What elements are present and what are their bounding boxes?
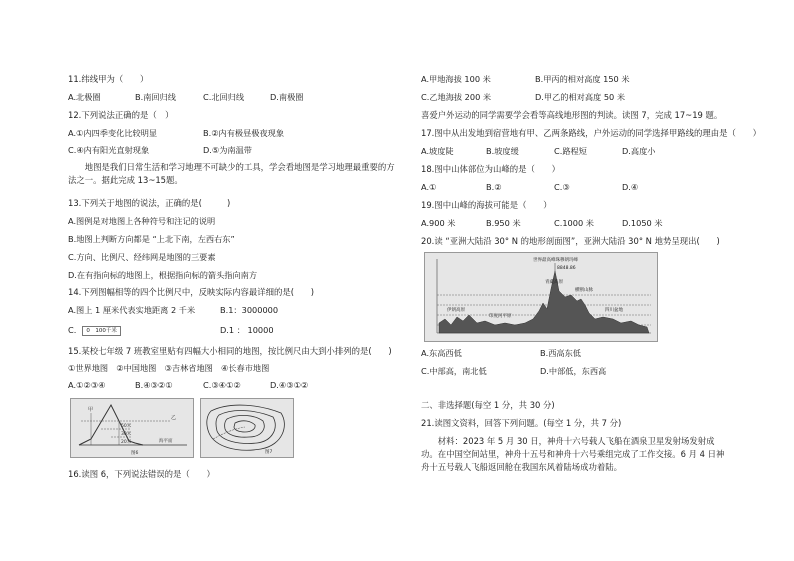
intro-17-19: 喜爱户外运动的同学需要学会看等高线地形图的判读。读图 7，完成 17~19 题。 bbox=[421, 110, 723, 120]
q18-stem: 18.图中山体部位为山峰的是（ ） bbox=[421, 164, 560, 174]
q17-option-c: C.路程短 bbox=[554, 146, 587, 156]
q18-option-a: A.① bbox=[421, 182, 437, 192]
q15-option-c: C.③④①② bbox=[203, 380, 241, 390]
fig7-caption: 图7 bbox=[265, 450, 273, 455]
q13-stem: 13.下列关于地图的说法，正确的是( ) bbox=[68, 198, 231, 208]
q16-option-a: A.甲地海拔 100 米 bbox=[421, 74, 491, 84]
q12-option-a: A.①内四季变化比较明显 bbox=[68, 128, 158, 138]
q12-option-d: D.⑤为南温带 bbox=[203, 145, 252, 155]
q13-option-d: D.在有指向标的地图上，根据指向标的箭头指向南方 bbox=[68, 270, 258, 280]
q16-stem: 16.读图 6，下列说法错误的是（ ） bbox=[68, 469, 215, 479]
q17-option-a: A.坡度陡 bbox=[421, 146, 454, 156]
profile-label-iran-plateau: 伊朗高原 bbox=[447, 308, 465, 313]
q20-option-a: A.东高西低 bbox=[421, 348, 462, 358]
figure-6-drawing bbox=[71, 399, 193, 457]
q13-option-c: C.方向、比例尺、经纬网是地图的三要素 bbox=[68, 252, 216, 262]
q15-option-a: A.①②③④ bbox=[68, 380, 106, 390]
q17-option-d: D.高度小 bbox=[622, 146, 656, 156]
q14-option-d: D.1 ： 10000 bbox=[220, 325, 274, 335]
q11-option-a: A.北极圈 bbox=[68, 92, 101, 102]
q19-option-b: B.950 米 bbox=[486, 218, 521, 228]
q15-option-d: D.④③①② bbox=[270, 380, 309, 390]
q17-option-b: B.坡度缓 bbox=[486, 146, 519, 156]
figure-7-drawing bbox=[201, 399, 293, 457]
fig6-label-30m: 30米 bbox=[121, 432, 132, 437]
fig6-label-50m: 50米 bbox=[121, 424, 132, 429]
q13-option-b: B.地图上判断方向都是 “上北下南，左西右东” bbox=[68, 234, 235, 244]
q19-option-c: C.1000 米 bbox=[554, 218, 594, 228]
q17-stem: 17.图中从出发地到宿营地有甲、乙两条路线，户外运动的同学选择甲路线的理由是（ ） bbox=[421, 128, 761, 138]
figure-7-contour-map bbox=[200, 398, 294, 458]
profile-label-everest: 世界最高峰珠穆朗玛峰 bbox=[533, 258, 578, 263]
q14-option-b: B.1：3000000 bbox=[220, 305, 279, 315]
q16-option-b: B.甲丙的相对高度 150 米 bbox=[535, 74, 630, 84]
q18-option-b: B.② bbox=[486, 182, 502, 192]
q14-stem: 14.下列图幅相等的四个比例尺中，反映实际内容最详细的是( ) bbox=[68, 287, 314, 297]
section-2-heading: 二、非选择题(每空 1 分，共 30 分) bbox=[421, 400, 555, 410]
profile-label-8848: 8848.86 bbox=[557, 266, 576, 271]
q20-option-d: D.中部低，东西高 bbox=[540, 366, 607, 376]
q12-option-c: C.④内有阳光直射现象 bbox=[68, 145, 150, 155]
fig6-label-20m: 20米 bbox=[121, 440, 132, 445]
q11-option-b: B.南回归线 bbox=[135, 92, 176, 102]
profile-drawing bbox=[425, 253, 657, 341]
profile-label-hengduan: 横断山脉 bbox=[575, 288, 593, 293]
intro-13-15: 地图是我们日常生活和学习地理不可缺少的工具，学会看地图是学习地理最重要的方法之一。据此完成 13~15题。 bbox=[68, 162, 395, 185]
q14-option-a: A.图上 1 厘米代表实地距离 2 千米 bbox=[68, 305, 196, 315]
q14-option-c bbox=[68, 325, 121, 336]
figure-6-contour-profile bbox=[70, 398, 194, 458]
q16-option-c: C.乙地海拔 200 米 bbox=[421, 92, 492, 102]
q18-option-c: C.③ bbox=[554, 182, 570, 192]
q19-option-d: D.1050 米 bbox=[622, 218, 663, 228]
q21-stem: 21.读图文资料，回答下列问题。(每空 1 分，共 7 分) bbox=[421, 418, 622, 428]
profile-label-indus-plain: 印度河平原 bbox=[489, 314, 512, 319]
q11-option-d: D.南极圈 bbox=[270, 92, 304, 102]
q13-option-a: A.图例是对地图上各种符号和注记的说明 bbox=[68, 216, 216, 226]
q19-stem: 19.图中山峰的海拔可能是（ ） bbox=[421, 200, 552, 210]
q20-stem: 20.读 “亚洲大陆沿 30° N 的地形剖面图”，亚洲大陆沿 30° N 地势呈现出( ) bbox=[421, 236, 720, 246]
fig6-label-yi: 乙 bbox=[171, 415, 177, 421]
line-scale-icon: 0 100千米 bbox=[82, 326, 121, 336]
q12-stem: 12.下列说法正确的是（ ） bbox=[68, 110, 174, 120]
q15-option-b: B.④③②① bbox=[135, 380, 173, 390]
fig6-label-jia: 甲 bbox=[88, 407, 94, 413]
asia-30n-profile-figure bbox=[424, 252, 658, 342]
q15-stem: 15.某校七年级 7 班教室里贴有四幅大小相同的地图，按比例尺由大到小排列的是( ) bbox=[68, 346, 392, 356]
q16-option-d: D.甲乙的相对高度 50 米 bbox=[535, 92, 626, 102]
q14-option-c-label: C. bbox=[68, 325, 77, 335]
q12-option-b: B.②内有极昼极夜现象 bbox=[203, 128, 285, 138]
q11-stem: 11.纬线甲为（ ） bbox=[68, 74, 149, 84]
q20-option-b: B.西高东低 bbox=[540, 348, 581, 358]
q20-option-c: C.中部高，南北低 bbox=[421, 366, 487, 376]
q21-material: 材料：2023 年 5 月 30 日，神舟十六号载人飞船在酒泉卫星发射场发射成功。在中国空间站里，神舟十五号和神舟十六号乘组完成了工作交接。6 月 4 日神舟十五号载人飞船返回舱在我国东风着陆场成功着陆。 bbox=[421, 436, 725, 472]
q18-option-d: D.④ bbox=[622, 182, 639, 192]
fig6-caption: 图6 bbox=[131, 451, 139, 456]
q19-option-a: A.900 米 bbox=[421, 218, 456, 228]
profile-label-tibet-plateau: 青藏高原 bbox=[545, 280, 563, 285]
profile-label-sichuan-basin: 四川盆地 bbox=[605, 308, 623, 313]
fig6-label-sea-level: 海平面 bbox=[159, 439, 173, 444]
q15-items: ①世界地图 ②中国地图 ③吉林省地图 ④长春市地图 bbox=[68, 363, 270, 373]
q11-option-c: C.北回归线 bbox=[203, 92, 245, 102]
